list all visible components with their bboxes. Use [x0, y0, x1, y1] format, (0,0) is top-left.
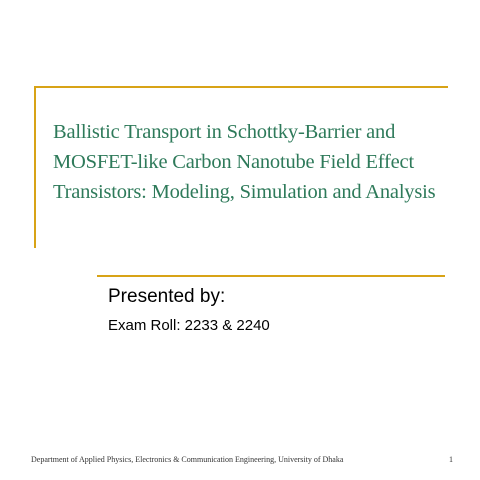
frame-bottom-line	[97, 275, 445, 277]
title-line-2: MOSFET-like Carbon Nanotube Field Effect	[53, 151, 414, 173]
frame-left-line	[34, 86, 36, 248]
footer-department: Department of Applied Physics, Electronics & Communication Engineering, University of Dhaka	[31, 455, 344, 464]
title-line-1: Ballistic Transport in Schottky-Barrier and	[53, 121, 396, 143]
exam-roll: Exam Roll: 2233 & 2240	[108, 317, 270, 334]
page-number: 1	[449, 455, 453, 464]
title-line-3: Transistors: Modeling, Simulation and Analysis	[53, 181, 436, 203]
slide-title	[53, 117, 463, 207]
frame-top-line	[34, 86, 448, 88]
presented-by-label: Presented by:	[108, 286, 226, 307]
